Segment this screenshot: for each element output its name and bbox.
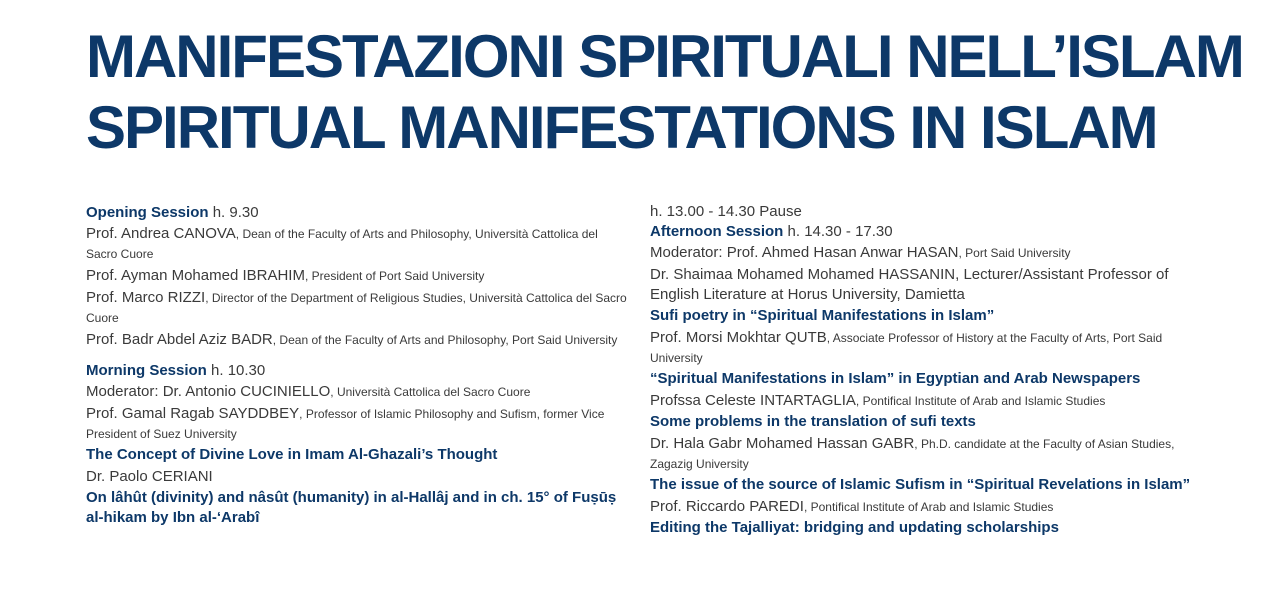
session-time: h. 14.30 - 17.30 — [783, 223, 893, 240]
talk-title: The Concept of Divine Love in Imam Al-Ghazali’s Thought — [86, 446, 498, 463]
program-left-column — [86, 202, 631, 528]
moderator-entry — [650, 243, 1195, 263]
moderator-entry — [86, 382, 631, 402]
program-right-column — [650, 202, 1195, 538]
title-english: SPIRITUAL MANIFESTATIONS IN ISLAM — [86, 94, 1157, 161]
session-name: Morning Session — [86, 362, 207, 379]
pause-time: h. 13.00 - 14.30 Pause — [650, 203, 802, 220]
speaker-name: Profssa Celeste INTARTAGLIA — [650, 392, 856, 409]
speaker-entry — [650, 328, 1195, 368]
speaker-role: , Pontifical Institute of Arab and Islamic Studies — [803, 500, 1054, 514]
talk-title: On lâhût (divinity) and nâsût (humanity) in al-Hallâj and in ch. 15° of Fuṣūṣ al-hikam by Ibn al-‘Arabî — [86, 489, 617, 526]
morning-session-heading — [86, 361, 631, 380]
speaker-name: Prof. Badr Abdel Aziz BADR — [86, 331, 273, 348]
speaker-name: Dr. Paolo CERIANI — [86, 468, 213, 485]
speaker-role: , President of Port Said University — [304, 269, 485, 283]
speaker-entry — [650, 391, 1195, 411]
speaker-name: Prof. Gamal Ragab SAYDDBEY — [86, 405, 300, 422]
speaker-entry — [86, 224, 631, 264]
session-name: Afternoon Session — [650, 223, 784, 240]
speaker-role: , Associate Professor of History at the Faculty of Arts, Port Said University — [650, 331, 1163, 365]
speaker-role: , Ph.D. candidate at the Faculty of Asian Studies, Zagazig University — [650, 437, 1175, 471]
moderator-role: , Port Said University — [958, 246, 1071, 260]
session-time: h. 10.30 — [206, 362, 266, 379]
speaker-name: Prof. Marco RIZZI — [86, 289, 206, 306]
speaker-entry — [650, 497, 1195, 517]
speaker-name: Dr. Hala Gabr Mohamed Hassan GABR — [650, 435, 915, 452]
speaker-entry — [86, 467, 631, 487]
talk-title: Editing the Tajalliyat: bridging and updating scholarships — [650, 519, 1059, 536]
talk-title: “Spiritual Manifestations in Islam” in Egyptian and Arab Newspapers — [650, 370, 1141, 387]
speaker-role: , Pontifical Institute of Arab and Islamic Studies — [855, 394, 1106, 408]
moderator-name: Moderator: Prof. Ahmed Hasan Anwar HASAN — [650, 244, 959, 261]
speaker-name: Prof. Morsi Mokhtar QUTB — [650, 329, 827, 346]
afternoon-session-heading — [650, 222, 1195, 241]
talk-title: The issue of the source of Islamic Sufism in “Spiritual Revelations in Islam” — [650, 476, 1191, 493]
talk-title: Sufi poetry in “Spiritual Manifestations in Islam” — [650, 307, 995, 324]
talk-title: Some problems in the translation of sufi texts — [650, 413, 976, 430]
title-italian: MANIFESTAZIONI SPIRITUALI NELL’ISLAM — [86, 23, 1243, 90]
session-time: h. 9.30 — [208, 204, 259, 221]
speaker-name: Prof. Riccardo PAREDI — [650, 498, 804, 515]
speaker-role: , Director of the Department of Religious Studies, Università Cattolica del Sacro Cuore — [86, 291, 627, 325]
opening-session-heading — [86, 203, 631, 222]
speaker-role: , Dean of the Faculty of Arts and Philosophy, Università Cattolica del Sacro Cuore — [86, 227, 598, 261]
session-name: Opening Session — [86, 204, 209, 221]
speaker-entry — [650, 265, 1195, 305]
speaker-role: , Professor of Islamic Philosophy and Sufism, former Vice President of Suez University — [86, 407, 605, 441]
moderator-name: Moderator: Dr. Antonio CUCINIELLO — [86, 383, 331, 400]
speaker-entry — [650, 434, 1195, 474]
moderator-role: , Università Cattolica del Sacro Cuore — [330, 385, 531, 399]
speaker-entry — [86, 288, 631, 328]
speaker-entry — [86, 330, 631, 350]
speaker-name: Prof. Andrea CANOVA — [86, 225, 236, 242]
speaker-entry — [86, 404, 631, 444]
speaker-name: Dr. Shaimaa Mohamed Mohamed HASSANIN, Lecturer/Assistant Professor of English Literature at Horus University, Damietta — [650, 266, 1169, 303]
speaker-role: , Dean of the Faculty of Arts and Philosophy, Port Said University — [272, 333, 618, 347]
speaker-name: Prof. Ayman Mohamed IBRAHIM — [86, 267, 305, 284]
speaker-entry — [86, 266, 631, 286]
